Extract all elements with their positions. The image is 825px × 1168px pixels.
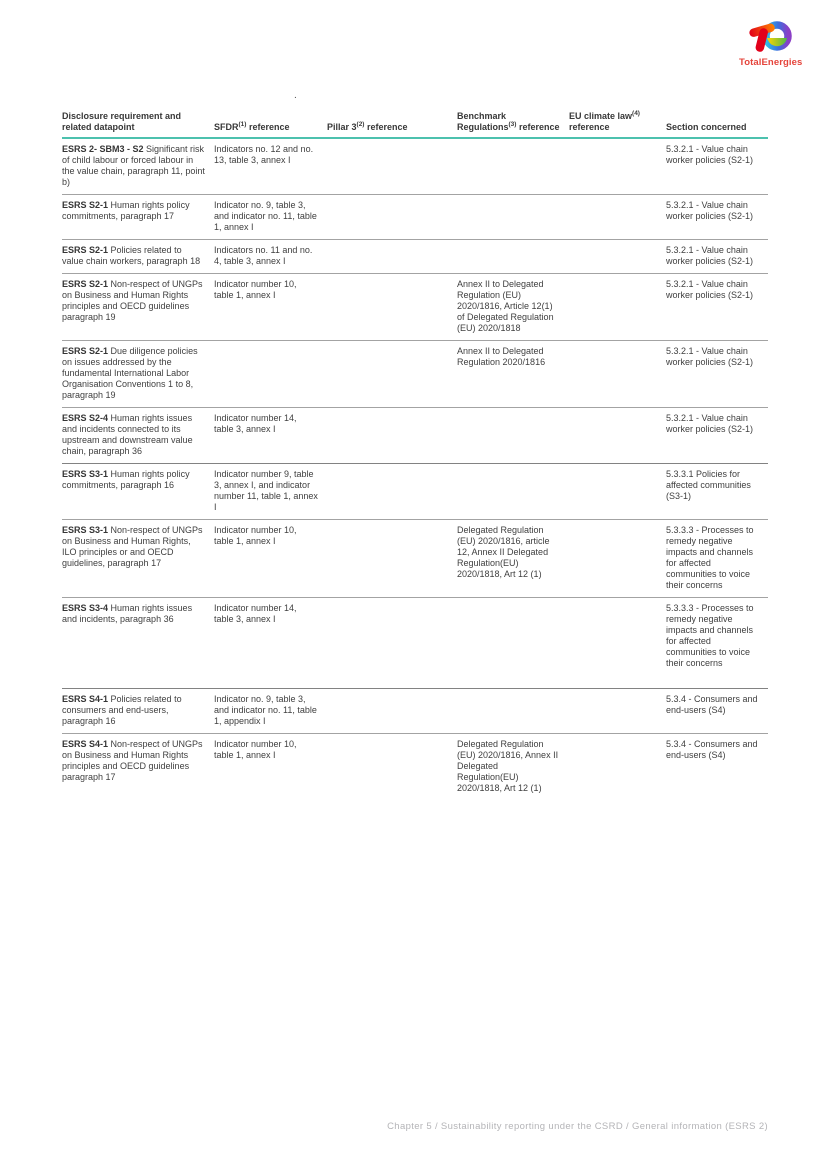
esrs-code: ESRS S3-1 <box>62 525 109 535</box>
eu-climate-law-cell <box>569 408 666 464</box>
disclosure-cell: ESRS S2-1 Human rights policy commitments, paragraph 17 <box>62 195 214 240</box>
disclosure-cell: ESRS S3-1 Non-respect of UNGPs on Business and Human Rights, ILO principles or and OECD guidelines, paragraph 17 <box>62 520 214 598</box>
sfdr-cell: Indicators no. 11 and no. 4, table 3, annex I <box>214 240 327 274</box>
column-header-2: Pillar 3$^{(2)}$ reference <box>327 95 457 138</box>
totalenergies-wordmark: TotalEnergies <box>739 57 803 68</box>
table-body <box>62 138 768 800</box>
section-cell: 5.3.2.1 - Value chain worker policies (S2-1) <box>666 195 768 240</box>
pillar3-cell <box>327 240 457 274</box>
eu-climate-law-cell <box>569 341 666 408</box>
table-row <box>62 408 768 464</box>
column-header-0: Disclosure requirement and related datapoint <box>62 95 214 138</box>
eu-climate-law-cell <box>569 274 666 341</box>
pillar3-cell <box>327 408 457 464</box>
disclosure-mapping-table <box>62 95 768 800</box>
disclosure-cell: ESRS S3-4 Human rights issues and incidents, paragraph 36 <box>62 598 214 689</box>
sfdr-cell: Indicator number 10, table 1, annex I <box>214 734 327 801</box>
disclosure-cell: ESRS S2-1 Policies related to value chain workers, paragraph 18 <box>62 240 214 274</box>
pillar3-cell <box>327 274 457 341</box>
stray-period: . <box>294 90 297 101</box>
pillar3-cell <box>327 138 457 195</box>
disclosure-cell: ESRS 2- SBM3 - S2 Significant risk of child labour or forced labour in the value chain, paragraph 11, point b) <box>62 144 205 187</box>
sfdr-cell <box>214 341 327 408</box>
benchmark-cell <box>457 408 569 464</box>
column-header-1: SFDR$^{(1)}$ reference <box>214 95 327 138</box>
sfdr-cell: Indicator number 10, table 1, annex I <box>214 274 327 341</box>
benchmark-cell <box>457 598 569 689</box>
table-row <box>62 464 768 520</box>
table-row <box>62 240 768 274</box>
table-row <box>62 138 768 195</box>
disclosure-cell: ESRS S2-1 Non-respect of UNGPs on Business and Human Rights principles and OECD guidelines paragraph 19 <box>62 274 214 341</box>
benchmark-cell: Annex II to Delegated Regulation 2020/1816 <box>457 341 569 408</box>
pillar3-cell <box>327 520 457 598</box>
totalenergies-logo <box>739 18 801 68</box>
pillar3-cell <box>327 341 457 408</box>
esrs-code: ESRS S4-1 <box>62 739 109 749</box>
esrs-code: ESRS S2-1 <box>62 200 109 210</box>
section-cell: 5.3.2.1 - Value chain worker policies (S2-1) <box>666 240 768 274</box>
disclosure-cell: ESRS S4-1 Policies related to consumers and end-users, paragraph 16 <box>62 689 214 734</box>
table-row <box>62 689 768 734</box>
pillar3-cell <box>327 464 457 520</box>
totalenergies-logo-icon <box>747 18 793 56</box>
esrs-code: ESRS S2-1 <box>62 279 109 289</box>
eu-climate-law-cell <box>569 138 666 195</box>
benchmark-cell <box>457 689 569 734</box>
eu-climate-law-cell <box>569 520 666 598</box>
sfdr-cell: Indicator number 14, table 3, annex I <box>214 408 327 464</box>
table-row <box>62 195 768 240</box>
section-cell: 5.3.3.1 Policies for affected communities (S3-1) <box>666 464 768 520</box>
disclosure-cell: ESRS S4-1 Non-respect of UNGPs on Business and Human Rights principles and OECD guidelines paragraph 17 <box>62 734 214 801</box>
column-header-4: EU climate law$^{(4)}$ reference <box>569 95 666 138</box>
benchmark-cell <box>457 138 569 195</box>
column-header-5: Section concerned <box>666 95 768 138</box>
eu-climate-law-cell <box>569 195 666 240</box>
disclosure-cell: ESRS S3-1 Human rights policy commitments, paragraph 16 <box>62 464 214 520</box>
section-cell: 5.3.2.1 - Value chain worker policies (S2-1) <box>666 274 768 341</box>
table-row <box>62 520 768 598</box>
esrs-code: ESRS 2- SBM3 - S2 <box>62 144 144 154</box>
pillar3-cell <box>327 689 457 734</box>
table-row <box>62 274 768 341</box>
esrs-code: ESRS S2-1 <box>62 245 109 255</box>
eu-climate-law-cell <box>569 464 666 520</box>
eu-climate-law-cell <box>569 240 666 274</box>
pillar3-cell <box>327 195 457 240</box>
section-cell: 5.3.2.1 - Value chain worker policies (S2-1) <box>666 144 754 165</box>
esrs-code: ESRS S3-4 <box>62 603 109 613</box>
section-cell: 5.3.4 - Consumers and end-users (S4) <box>666 689 768 734</box>
esrs-code: ESRS S2-4 <box>62 413 109 423</box>
table-row <box>62 341 768 408</box>
page-footer-breadcrumb: Chapter 5 / Sustainability reporting under the CSRD / General information (ESRS 2) <box>387 1121 768 1132</box>
eu-climate-law-cell <box>569 734 666 801</box>
section-cell: 5.3.2.1 - Value chain worker policies (S2-1) <box>666 408 768 464</box>
pillar3-cell <box>327 734 457 801</box>
eu-climate-law-cell <box>569 689 666 734</box>
sfdr-cell: Indicator no. 9, table 3, and indicator no. 11, table 1, appendix I <box>214 689 327 734</box>
disclosure-cell: ESRS S2-4 Human rights issues and incidents connected to its upstream and downstream value chain, paragraph 36 <box>62 408 214 464</box>
esrs-code: ESRS S3-1 <box>62 469 109 479</box>
disclosure-cell: ESRS S2-1 Due diligence policies on issues addressed by the fundamental International Labor Organisation Conventions 1 to 8, paragraph 19 <box>62 341 214 408</box>
sfdr-cell: Indicator number 10, table 1, annex I <box>214 520 327 598</box>
eu-climate-law-cell <box>569 598 666 689</box>
benchmark-cell: Annex II to Delegated Regulation (EU) 2020/1816, Article 12(1) of Delegated Regulation (EU) 2020/1818 <box>457 274 569 341</box>
section-cell: 5.3.4 - Consumers and end-users (S4) <box>666 734 768 801</box>
sfdr-cell: Indicators no. 12 and no. 13, table 3, annex I <box>214 144 314 165</box>
sfdr-cell: Indicator number 9, table 3, annex I, and indicator number 11, table 1, annex I <box>214 464 327 520</box>
table-row <box>62 734 768 801</box>
benchmark-cell <box>457 464 569 520</box>
section-cell: 5.3.3.3 - Processes to remedy negative impacts and channels for affected communities to voice their concerns <box>666 598 768 689</box>
esrs-code: ESRS S2-1 <box>62 346 109 356</box>
pillar3-cell <box>327 598 457 689</box>
benchmark-cell: Delegated Regulation (EU) 2020/1816, Annex II Delegated Regulation(EU) 2020/1818, Art 12 (1) <box>457 734 569 801</box>
section-cell: 5.3.2.1 - Value chain worker policies (S2-1) <box>666 341 768 408</box>
esrs-code: ESRS S4-1 <box>62 694 109 704</box>
table-row <box>62 598 768 689</box>
benchmark-cell: Delegated Regulation (EU) 2020/1816, article 12, Annex II Delegated Regulation(EU) 2020/1818, Art 12 (1) <box>457 520 569 598</box>
column-header-3: Benchmark Regulations$^{(3)}$ reference <box>457 95 569 138</box>
section-cell: 5.3.3.3 - Processes to remedy negative impacts and channels for affected communities to voice their concerns <box>666 520 768 598</box>
benchmark-cell <box>457 195 569 240</box>
sfdr-cell: Indicator number 14, table 3, annex I <box>214 598 327 689</box>
sfdr-cell: Indicator no. 9, table 3, and indicator no. 11, table 1, annex I <box>214 195 327 240</box>
benchmark-cell <box>457 240 569 274</box>
table-header-row <box>62 95 768 138</box>
